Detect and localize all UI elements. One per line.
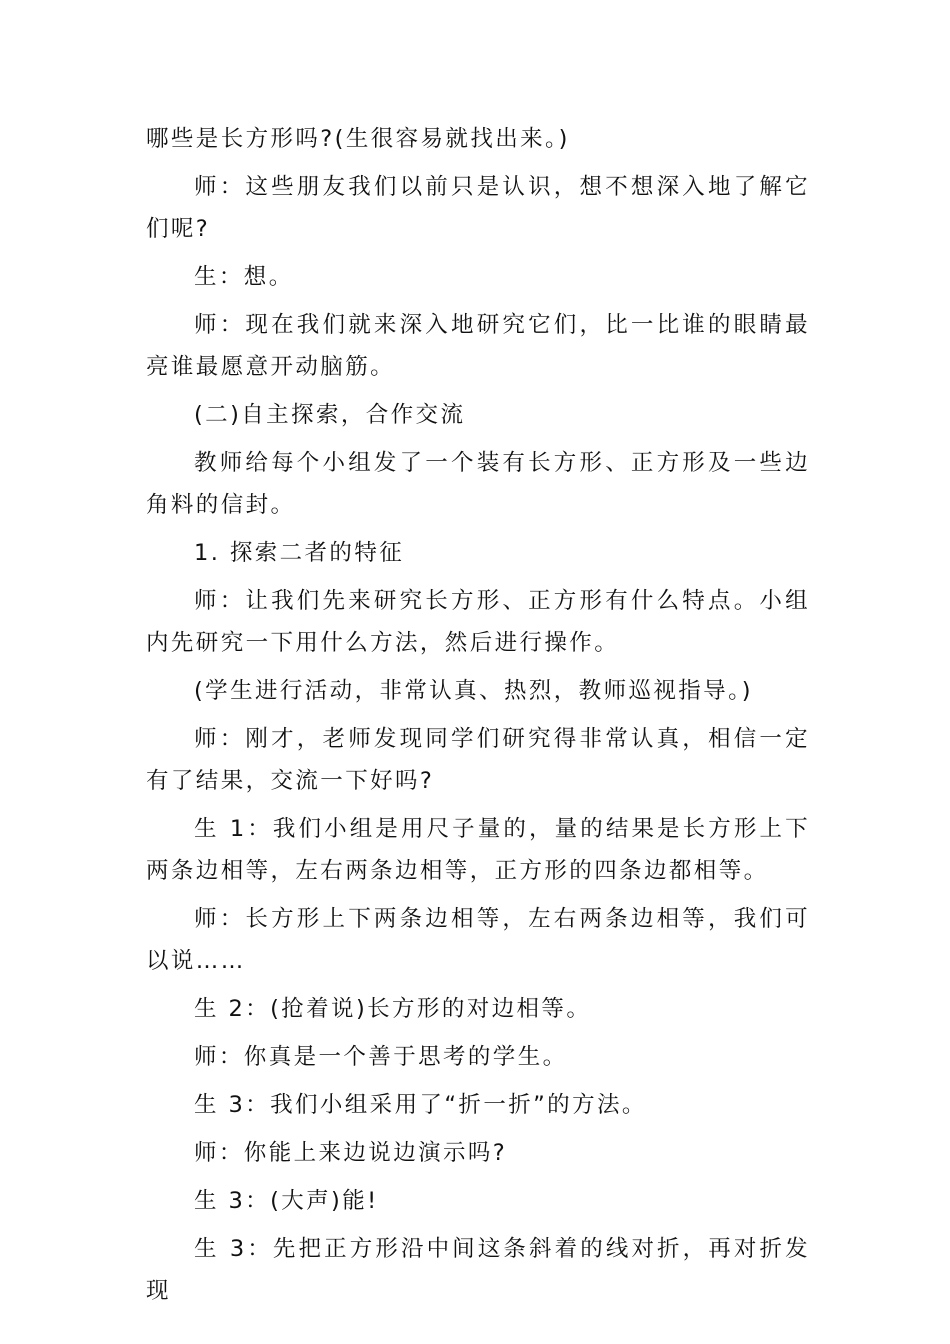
document-body bbox=[146, 118, 810, 1318]
paragraph: 哪些是长方形吗?(生很容易就找出来。) bbox=[146, 126, 570, 152]
paragraph: 师：这些朋友我们以前只是认识，想不想深入地了解它们呢? bbox=[146, 174, 810, 242]
paragraph: 生 3：我们小组采用了“折一折”的方法。 bbox=[194, 1092, 647, 1118]
paragraph: 生 3：(大声)能! bbox=[194, 1188, 379, 1214]
paragraph: 师：长方形上下两条边相等，左右两条边相等，我们可以说…… bbox=[146, 906, 810, 974]
paragraph: 师：让我们先来研究长方形、正方形有什么特点。小组内先研究一下用什么方法，然后进行操作。 bbox=[146, 588, 810, 656]
paragraph: 师：你真是一个善于思考的学生。 bbox=[194, 1044, 568, 1070]
paragraph: 生 2：(抢着说)长方形的对边相等。 bbox=[194, 996, 592, 1022]
paragraph: 生 3：先把正方形沿中间这条斜着的线对折，再对折发现 bbox=[146, 1236, 810, 1304]
paragraph: (学生进行活动，非常认真、热烈，教师巡视指导。) bbox=[194, 678, 753, 704]
paragraph: 教师给每个小组发了一个装有长方形、正方形及一些边角料的信封。 bbox=[146, 450, 810, 518]
subsection-heading: 1. 探索二者的特征 bbox=[194, 540, 405, 566]
paragraph: 生：想。 bbox=[194, 264, 294, 290]
paragraph: 生 1：我们小组是用尺子量的，量的结果是长方形上下两条边相等，左右两条边相等，正方形的四条边都相等。 bbox=[146, 816, 810, 884]
paragraph: 师：你能上来边说边演示吗? bbox=[194, 1140, 508, 1166]
paragraph: 师：刚才，老师发现同学们研究得非常认真，相信一定有了结果，交流一下好吗? bbox=[146, 726, 810, 794]
section-heading: (二)自主探索，合作交流 bbox=[194, 402, 466, 428]
paragraph: 师：现在我们就来深入地研究它们，比一比谁的眼睛最亮谁最愿意开动脑筋。 bbox=[146, 312, 810, 380]
